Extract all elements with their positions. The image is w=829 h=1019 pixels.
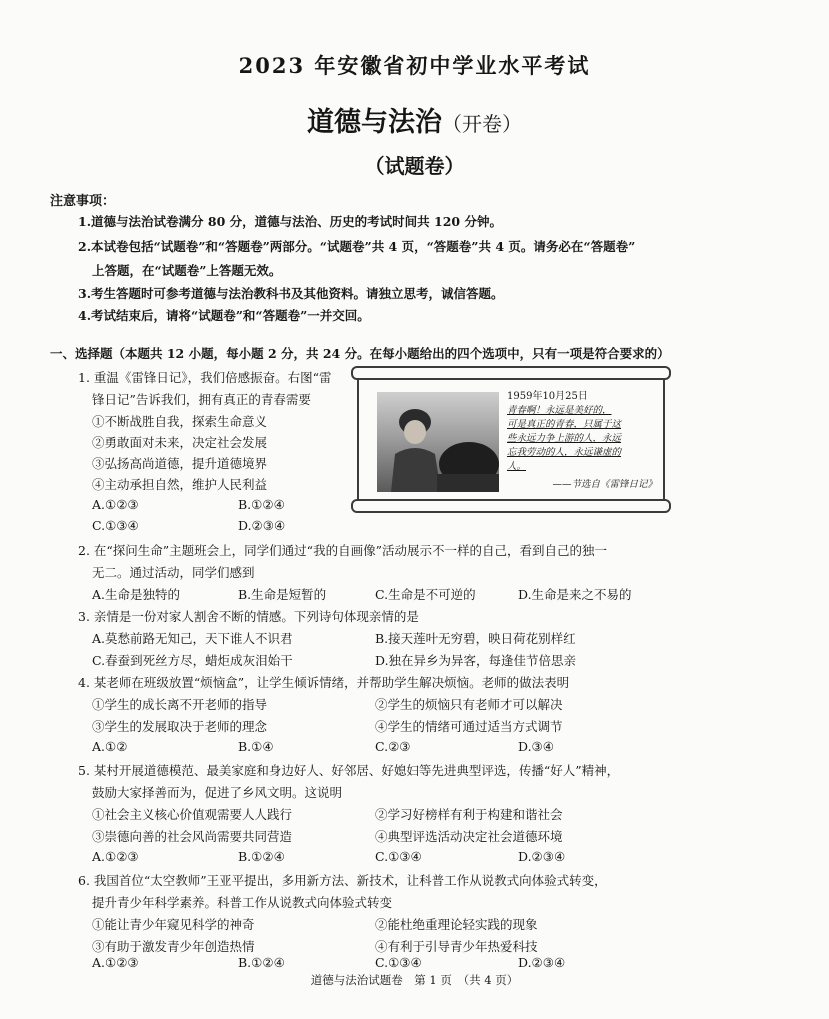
diary-text-line: 忘我劳动的人，永远谦虚的 [507,447,622,458]
q6-item: ③有助于激发青少年创造热情 [92,939,255,954]
diary-excerpt [507,390,657,492]
q6-option-a: A.①②③ [92,955,139,970]
portrait-illustration [377,392,499,492]
diary-text-line: 人。 [507,461,527,472]
q3-option-c: C.春蚕到死丝方尽，蜡炬成灰泪始干 [92,653,293,668]
q6-option-b: B.①②④ [238,955,285,970]
q1-option-a: A.①②③ [92,497,139,512]
q5-option-a: A.①②③ [92,849,139,864]
q1-stem-line: 1. 重温《雷锋日记》，我们倍感振奋。右图“雷 [78,370,332,385]
q4-item: ②学生的烦恼只有老师才可以解决 [375,697,563,712]
q6-stem-line: 6. 我国首位“太空教师”王亚平提出，多用新方法、新技术，让科普工作从说教式向体验式转变， [78,873,607,888]
q4-item: ③学生的发展取决于老师的理念 [92,719,268,734]
q4-option-d: D.③④ [518,739,554,754]
q4-item: ①学生的成长离不开老师的指导 [92,697,268,712]
q4-stem: 4. 某老师在班级放置“烦恼盒”，让学生倾诉情绪，并帮助学生解决烦恼。老师的做法表明 [78,675,570,690]
q4-item: ④学生的情绪可通过适当方式调节 [375,719,563,734]
scroll-bottom-roll [351,499,671,513]
q4-option-c: C.②③ [375,739,411,754]
notice-line: 上答题，在“试题卷”上答题无效。 [92,263,282,278]
q5-option-d: D.②③④ [518,849,566,864]
q2-stem-line: 无二。通过活动，同学们感到 [92,565,255,580]
q5-item: ③崇德向善的社会风尚需要共同营造 [92,829,293,844]
diary-source: ——节选自《雷锋日记》 [552,479,657,490]
q6-item: ②能杜绝重理论轻实践的现象 [375,917,538,932]
q6-item: ①能让青少年窥见科学的神奇 [92,917,255,932]
subject-name: 道德与法治 [307,107,442,138]
q2-option-d: D.生命是来之不易的 [518,587,632,602]
q1-item: ③弘扬高尚道德，提升道德境界 [92,456,268,471]
q3-option-d: D.独在异乡为异客，每逢佳节倍思亲 [375,653,577,668]
notice-title: 注意事项： [50,194,116,209]
notice-line: 2.本试卷包括“试题卷”和“答题卷”两部分。“试题卷”共 4 页，“答题卷”共 4 页。请务必在“答题卷” [78,239,636,254]
q5-stem-line: 5. 某村开展道德模范、最美家庭和身边好人、好邻居、好媳妇等先进典型评选，传播“好人”精神， [78,763,620,778]
q1-option-d: D.②③④ [238,518,286,533]
diary-text-line: 些永远力争上游的人，永远 [507,433,622,444]
q1-option-b: B.①②④ [238,497,285,512]
q3-option-a: A.莫愁前路无知己，天下谁人不识君 [92,631,293,646]
q4-option-a: A.①② [92,739,128,754]
notice-line: 1.道德与法治试卷满分 80 分，道德与法治、历史的考试时间共 120 分钟。 [78,214,502,229]
q2-option-a: A.生命是独特的 [92,587,181,602]
q6-item: ④有利于引导青少年热爱科技 [375,939,538,954]
q1-item: ④主动承担自然，维护人民利益 [92,477,268,492]
paper-type: （试题卷） [364,154,465,178]
q4-option-b: B.①④ [238,739,274,754]
section-heading: 一、选择题（本题共 12 小题，每小题 2 分，共 24 分。在每小题给出的四个选项中，只有一项是符合要求的） [50,346,670,361]
q6-option-c: C.①③④ [375,955,422,970]
q6-option-d: D.②③④ [518,955,566,970]
q5-item: ①社会主义核心价值观需要人人践行 [92,807,293,822]
q5-stem-line: 鼓励大家择善而为，促进了乡风文明。这说明 [92,785,343,800]
q1-item: ②勇敢面对未来，决定社会发展 [92,435,268,450]
lei-feng-photo [377,392,499,492]
q3-option-b: B.接天莲叶无穷碧，映日荷花别样红 [375,631,576,646]
q1-stem-line: 锋日记”告诉我们，拥有真正的青春需要 [92,392,311,407]
exam-title: 2023 年安徽省初中学业水平考试 [238,53,591,78]
q5-item: ②学习好榜样有利于构建和谐社会 [375,807,563,822]
q5-option-c: C.①③④ [375,849,422,864]
notice-line: 4.考试结束后，请将“试题卷”和“答题卷”一并交回。 [78,308,370,323]
diary-text-line: 青春啊！永远是美好的， [507,405,612,416]
diary-date: 1959年10月25日 [507,391,588,402]
lei-feng-diary-figure [357,370,665,509]
q1-option-c: C.①③④ [92,518,139,533]
page-footer: 道德与法治试题卷 第 1 页 （共 4 页） [310,973,519,987]
q2-stem-line: 2. 在“探问生命”主题班会上，同学们通过“我的自画像”活动展示不一样的自己，看到自己的独一 [78,543,607,558]
q3-stem: 3. 亲情是一份对家人割舍不断的情感。下列诗句体现亲情的是 [78,609,419,624]
subject-title [0,100,829,139]
q5-item: ④典型评选活动决定社会道德环境 [375,829,563,844]
q2-option-b: B.生命是短暂的 [238,587,327,602]
diary-text-line: 可是真正的青春，只属于这 [507,419,622,430]
q5-option-b: B.①②④ [238,849,285,864]
subject-note: （开卷） [442,112,522,136]
notice-line: 3.考生答题时可参考道德与法治教科书及其他资料。请独立思考，诚信答题。 [78,286,504,301]
q2-option-c: C.生命是不可逆的 [375,587,476,602]
q6-stem-line: 提升青少年科学素养。科普工作从说教式向体验式转变 [92,895,393,910]
scroll-top-roll [351,366,671,380]
q1-item: ①不断战胜自我，探索生命意义 [92,414,268,429]
